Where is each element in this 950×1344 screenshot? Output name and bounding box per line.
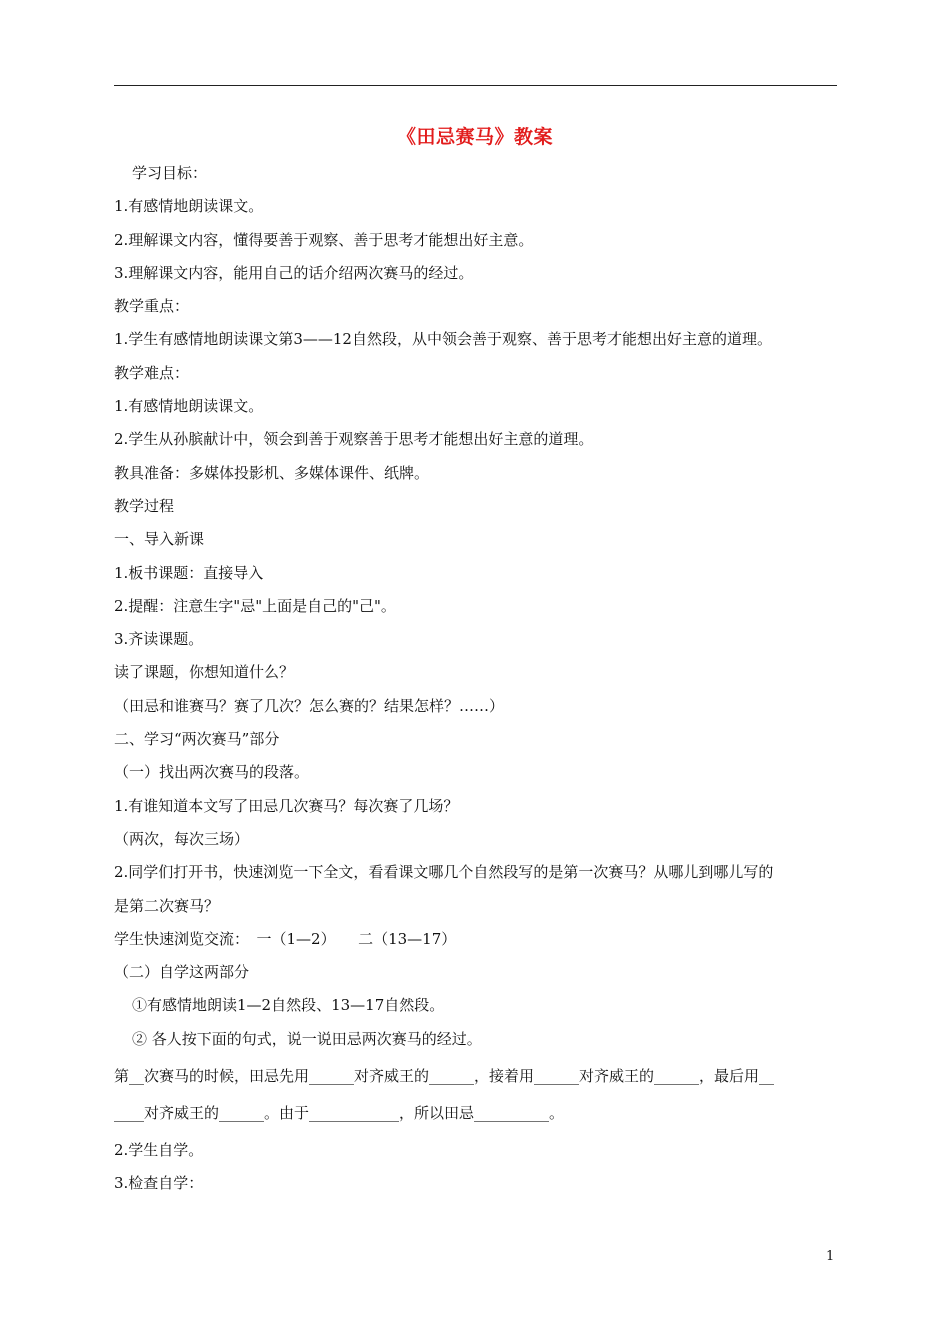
text-line: 2.提醒：注意生字"忌"上面是自己的"己"。 — [114, 596, 396, 615]
text-line: ____对齐威王的______。由于____________，所以田忌__________。 — [114, 1104, 565, 1123]
text-line: 读了课题，你想知道什么？ — [114, 663, 295, 682]
text-line: ①有感情地朗读1—2自然段、13—17自然段。 — [132, 996, 445, 1015]
text-line: 2.同学们打开书，快速浏览一下全文，看看课文哪几个自然段写的是第一次赛马？从哪儿到哪儿写的 — [114, 863, 774, 882]
document-title: 《田忌赛马》教案 — [396, 126, 553, 148]
text-line: （一）找出两次赛马的段落。 — [114, 763, 310, 782]
page-number: 1 — [826, 1249, 835, 1264]
text-line: 一、导入新课 — [114, 530, 205, 549]
text-line: 1.学生有感情地朗读课文第3——12自然段，从中领会善于观察、善于思考才能想出好主意的道理。 — [114, 330, 772, 349]
text-line: 2.理解课文内容，懂得要善于观察、善于思考才能想出好主意。 — [114, 230, 534, 249]
text-line: （两次，每次三场） — [114, 829, 250, 848]
document-body — [114, 157, 840, 1201]
text-line: 1.板书课题：直接导入 — [114, 563, 264, 582]
text-line: 教学重点： — [114, 297, 190, 316]
text-line: 1.有感情地朗读课文。 — [114, 397, 264, 416]
text-line: 教学过程 — [114, 496, 175, 515]
text-line: 是第二次赛马？ — [114, 896, 220, 915]
text-line: 教学难点： — [114, 363, 190, 382]
text-line: 学生快速浏览交流： 一（1—2） 二（13—17） — [114, 929, 457, 948]
text-line: 学习目标： — [132, 164, 208, 182]
text-line: 3.检查自学： — [114, 1174, 204, 1193]
text-line: 教具准备：多媒体投影机、多媒体课件、纸牌。 — [114, 463, 430, 482]
text-line: 第__次赛马的时候，田忌先用______对齐威王的______，接着用______对齐威王的______，最后用__ — [114, 1067, 775, 1086]
text-line: 2.学生从孙膑献计中，领会到善于观察善于思考才能想出好主意的道理。 — [114, 430, 594, 449]
text-line: ② 各人按下面的句式，说一说田忌两次赛马的经过。 — [132, 1029, 482, 1048]
text-line: 1.有感情地朗读课文。 — [114, 197, 264, 216]
text-line: 3.理解课文内容，能用自己的话介绍两次赛马的经过。 — [114, 263, 474, 282]
text-line: （二）自学这两部分 — [114, 963, 250, 982]
header-rule — [114, 85, 837, 86]
text-line: （田忌和谁赛马？赛了几次？怎么赛的？结果怎样？……） — [114, 696, 505, 715]
text-line: 二、学习“两次赛马”部分 — [114, 730, 280, 749]
text-line: 3.齐读课题。 — [114, 630, 204, 649]
text-line: 2.学生自学。 — [114, 1141, 204, 1160]
text-line: 1.有谁知道本文写了田忌几次赛马？每次赛了几场？ — [114, 796, 459, 815]
